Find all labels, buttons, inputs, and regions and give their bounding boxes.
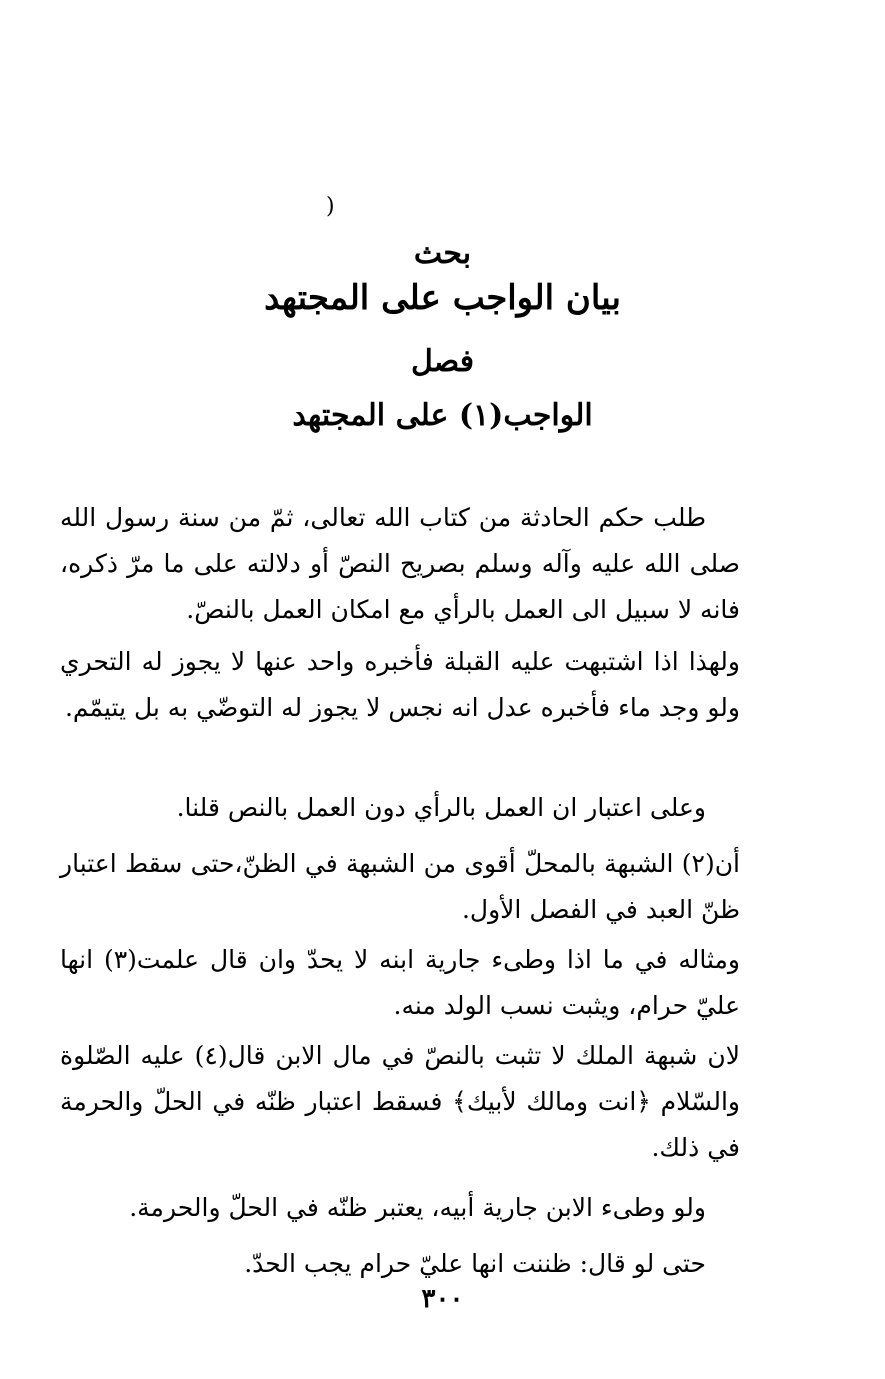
section-heading: بحث <box>413 236 472 271</box>
chapter-heading: فصل <box>410 344 475 379</box>
paragraph-5: ومثاله في ما اذا وطىء جارية ابنه لا يحدّ وان قال علمت(٣) انها عليّ حرام، ويثبت نسب الولد منه. <box>60 945 740 1020</box>
page-number: ٣٠٠ <box>421 1284 464 1314</box>
paragraph-2: ولهذا اذا اشتبهت عليه القبلة فأخبره واحد عنها لا يجوز له التحري ولو وجد ماء فأخبره عدل انه نجس لا يجوز له التوضّي به بل يتيمّم. <box>60 647 740 722</box>
paragraph-1: طلب حكم الحادثة من كتاب الله تعالى، ثمّ من سنة رسول الله صلى الله عليه وآله وسلم بصريح النصّ أو دلالته على ما مرّ ذكره، فانه لا سبيل الى العمل بالرأي مع امكان العمل بالنصّ. <box>60 503 740 624</box>
paragraph-3: وعلى اعتبار ان العمل بالرأي دون العمل بالنص قلنا. <box>176 793 706 822</box>
paragraph-6: لان شبهة الملك لا تثبت بالنصّ في مال الابن قال(٤) عليه الصّلوة والسّلام ﴿انت ومالك لأبيك﴾ فسقط اعتبار ظنّه في الحلّ والحرمة في ذلك. <box>60 1041 740 1162</box>
margin-mark: ( <box>326 194 335 219</box>
paragraph-8: حتى لو قال: ظننت انها عليّ حرام يجب الحدّ. <box>244 1249 706 1278</box>
paragraph-7: ولو وطىء الابن جارية أبيه، يعتبر ظنّه في الحلّ والحرمة. <box>129 1193 706 1222</box>
chapter-title: الواجب(١) على المجتهد <box>292 398 593 433</box>
paragraph-4: أن(٢) الشبهة بالمحلّ أقوى من الشبهة في الظنّ،حتى سقط اعتبار ظنّ العبد في الفصل الأول. <box>60 849 740 924</box>
section-title: بيان الواجب على المجتهد <box>264 278 621 318</box>
